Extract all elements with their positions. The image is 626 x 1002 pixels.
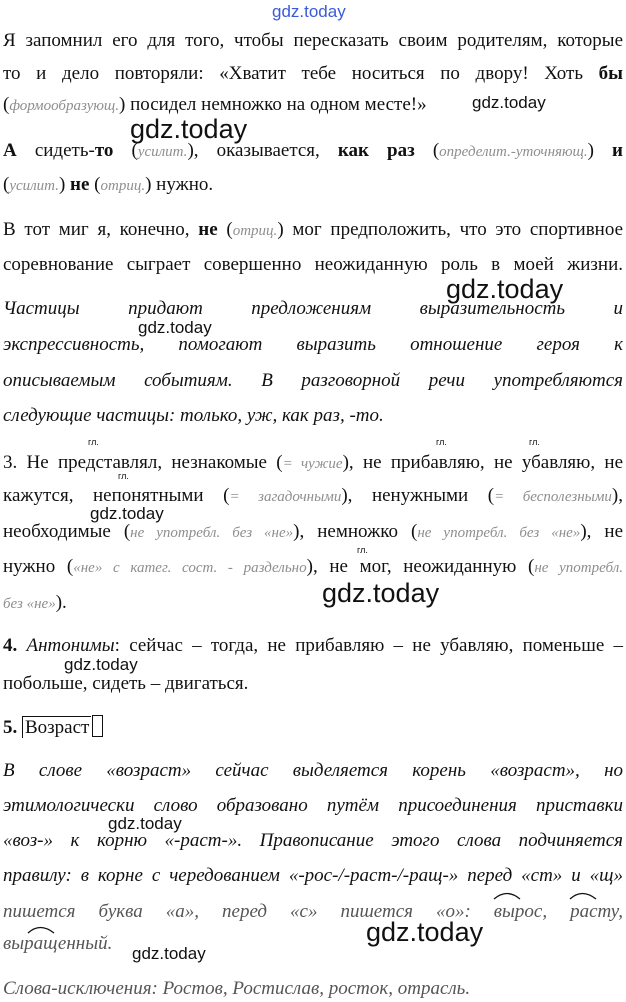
annotation: «не» с катег. сост. - раздельно — [73, 560, 307, 576]
annotation: = чужие — [282, 456, 343, 472]
particle-by: бы — [598, 63, 623, 84]
watermark: gdz.today — [366, 917, 484, 947]
text-line: следующие частицы: только, уж, как раз, -то. — [3, 405, 384, 426]
text-line: нужно («не» с катег. сост. - раздельно), не мог, неожиданную (не употребл. — [3, 556, 623, 577]
annotation: не употребл. — [534, 560, 623, 576]
text-line: Я запомнил его для того, чтобы пересказать своим родителям, которые — [3, 30, 623, 51]
antonyms-label: Антонимы — [26, 635, 115, 656]
watermark: gdz.today — [132, 944, 206, 963]
text-line: то и дело повторяли: «Хватит тебе носиться по двору! Хоть бы — [3, 63, 623, 84]
text-line: необходимые (не употребл. без «не»), немножко (не употребл. без «не»), не — [3, 521, 623, 542]
stress-mark: гл. — [118, 471, 129, 481]
text-line: Слова-исключения: Ростов, Ростислав, росток, отрасль. — [3, 978, 471, 999]
text-line: кажутся, непонятными (= загадочными), ненужными (= бесполезными), — [3, 485, 623, 506]
text-line: (усилит.) не (отриц.) нужно. — [3, 174, 214, 195]
watermark: gdz.today — [138, 318, 212, 337]
text-line: «воз-» к корню «-раст-». Правописание этого слова подчиняется — [3, 830, 623, 851]
text-line: Частицы придают предложениям выразительность и — [3, 298, 623, 319]
watermark: gdz.today — [472, 93, 546, 112]
stress-mark: гл. — [436, 437, 447, 447]
text-line: пишется буква «а», перед «с» пишется «о»: вырос, расту, — [3, 901, 623, 922]
annotation: определит.-уточняющ. — [439, 144, 588, 160]
text-line: соревнование сыграет совершенно неожиданную роль в моей жизни. — [3, 254, 623, 275]
text-line: экспрессивность, помогают выразить отношение героя к — [3, 334, 623, 355]
annotation: формообразующ. — [9, 98, 120, 114]
text-line: 5. Возраст — [3, 715, 623, 737]
text-line: без «не»). — [3, 592, 67, 613]
watermark: gdz.today — [108, 814, 182, 833]
text-line: 3. Не представлял, незнакомые (= чужие), не прибавляю, не убавляю, не — [3, 452, 624, 473]
text-line: В тот миг я, конечно, не (отриц.) мог предположить, что это спортивное — [3, 219, 623, 240]
text-line: этимологически слово образовано путём присоединения приставки — [3, 795, 623, 816]
annotation: не употребл. без «не» — [417, 525, 581, 541]
watermark: gdz.today — [90, 504, 164, 523]
text-line: 4. Антонимы: сейчас – тогда, не прибавляю – не убавляю, поменьше – — [3, 635, 623, 656]
top-watermark: gdz.today — [272, 2, 346, 21]
annotation: усилит. — [9, 178, 59, 194]
annotation: не употребл. без «не» — [130, 525, 294, 541]
stress-mark: гл. — [88, 437, 99, 447]
annotation: усилит. — [137, 144, 188, 160]
ending-box — [92, 715, 103, 737]
annotation: = бесполезными — [494, 489, 612, 505]
text-line: описываемым событиям. В разговорной речи употребляются — [3, 370, 623, 391]
text-line: А сидеть-то (усилит.), оказывается, как раз (определит.-уточняющ.) и — [3, 140, 623, 161]
annotation: отриц. — [100, 178, 146, 194]
text-line: побольше, сидеть – двигаться. — [3, 673, 249, 694]
annotation: = загадочными — [229, 489, 342, 505]
annotation: отриц. — [232, 223, 278, 239]
text-line: (формообразующ.) посидел немножко на одном месте!» — [3, 94, 427, 115]
watermark: gdz.today — [322, 578, 440, 608]
text-line: выращенный. — [3, 933, 113, 954]
text-line: В слове «возраст» сейчас выделяется корень «возраст», но — [3, 760, 623, 781]
stress-mark: гл. — [529, 437, 540, 447]
stress-mark: гл. — [357, 545, 368, 555]
watermark: gdz.today — [130, 114, 248, 144]
annotation: без «не» — [3, 596, 56, 612]
word-root-box: Возраст — [22, 716, 91, 738]
text-line: правилу: в корне с чередованием «-рос-/-раст-/-ращ-» перед «ст» и «щ» — [3, 865, 623, 886]
watermark: gdz.today — [446, 274, 564, 304]
watermark: gdz.today — [64, 655, 138, 674]
